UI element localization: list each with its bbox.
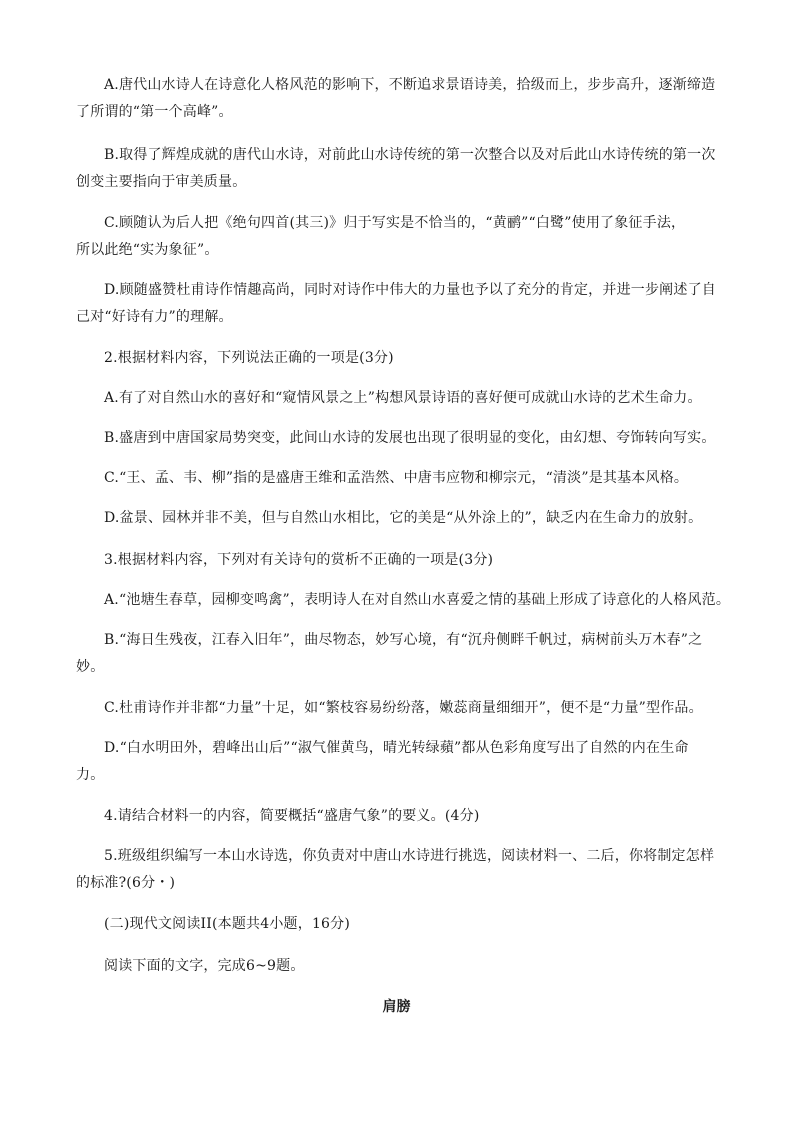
question-3-option-b-line-1: B.“海日生残夜，江春入旧年”，曲尽物态，妙写心境，有“沉舟侧畔千帆过，病树前头万木春”之 xyxy=(104,632,703,648)
option-b-line-2: 创变主要指向于审美质量。 xyxy=(76,174,247,190)
question-5-stem-line-2: 的标准?(6分・) xyxy=(76,875,176,891)
question-2-option-b: B.盛唐到中唐国家局势突变，此间山水诗的发展也出现了很明显的变化，由幻想、夸饰转向写实。 xyxy=(104,430,716,446)
question-2-option-a: A.有了对自然山水的喜好和“窥情风景之上”构想风景诗语的喜好便可成就山水诗的艺术生命力。 xyxy=(104,390,702,406)
option-b-line-1: B.取得了辉煌成就的唐代山水诗，对前此山水诗传统的第一次整合以及对后此山水诗传统的第一次 xyxy=(104,147,716,163)
question-2-option-c: C.“王、孟、韦、柳”指的是盛唐王维和孟浩然、中唐韦应物和柳宗元，“清淡”是其基本风格。 xyxy=(104,470,689,486)
question-4-stem: 4.请结合材料一的内容，简要概括“盛唐气象”的要义。(4分) xyxy=(104,808,480,824)
option-a-line-2: 了所谓的“第一个高峰”。 xyxy=(76,104,233,120)
question-2-option-d: D.盆景、园林并非不美，但与自然山水相比，它的美是“从外涂上的”，缺乏内在生命力的放射。 xyxy=(104,510,703,526)
question-3-option-d-line-1: D.“白水明田外，碧峰出山后”“淑气催黄鸟，晴光转绿蘋”都从色彩角度写出了自然的内在生命 xyxy=(104,740,689,756)
question-3-option-c: C.杜甫诗作并非都“力量”十足，如“繁枝容易纷纷落，嫩蕊商量细细开”，便不是“力量”型作品。 xyxy=(104,700,703,716)
question-3-option-a: A.“池塘生春草，园柳变鸣禽”，表明诗人在对自然山水喜爱之情的基础上形成了诗意化的人格风范。 xyxy=(104,592,731,608)
option-d-line-2: 己对“好诗有力”的理解。 xyxy=(76,309,233,325)
question-3-option-b-line-2: 妙。 xyxy=(76,659,105,675)
option-c-line-1: C.顾随认为后人把《绝句四首(其三)》归于写实是不恰当的，“黄鹂”“白鹭”使用了象征手法， xyxy=(104,215,686,231)
option-c-line-2: 所以此绝“实为象征”。 xyxy=(76,242,219,258)
section-heading: (二)现代文阅读II(本题共4小题，16分) xyxy=(104,916,351,932)
option-a-line-1: A.唐代山水诗人在诗意化人格风范的影响下，不断追求景语诗美，拾级而上，步步高升，逐渐缔造 xyxy=(104,77,716,93)
option-d-line-1: D.顾随盛赞杜甫诗作情趣高尚，同时对诗作中伟大的力量也予以了充分的肯定，并进一步阐述了自 xyxy=(104,282,716,298)
reading-instruction: 阅读下面的文字，完成6~9题。 xyxy=(104,958,305,974)
question-3-option-d-line-2: 力。 xyxy=(76,767,105,783)
question-3-stem: 3.根据材料内容，下列对有关诗句的赏析不正确的一项是(3分) xyxy=(104,552,494,568)
passage-title: 肩膀 xyxy=(382,999,411,1015)
question-2-stem: 2.根据材料内容，下列说法正确的一项是(3分) xyxy=(104,350,394,366)
question-5-stem-line-1: 5.班级组织编写一本山水诗选，你负责对中唐山水诗进行挑选，阅读材料一、二后，你将制定怎样 xyxy=(104,848,715,864)
